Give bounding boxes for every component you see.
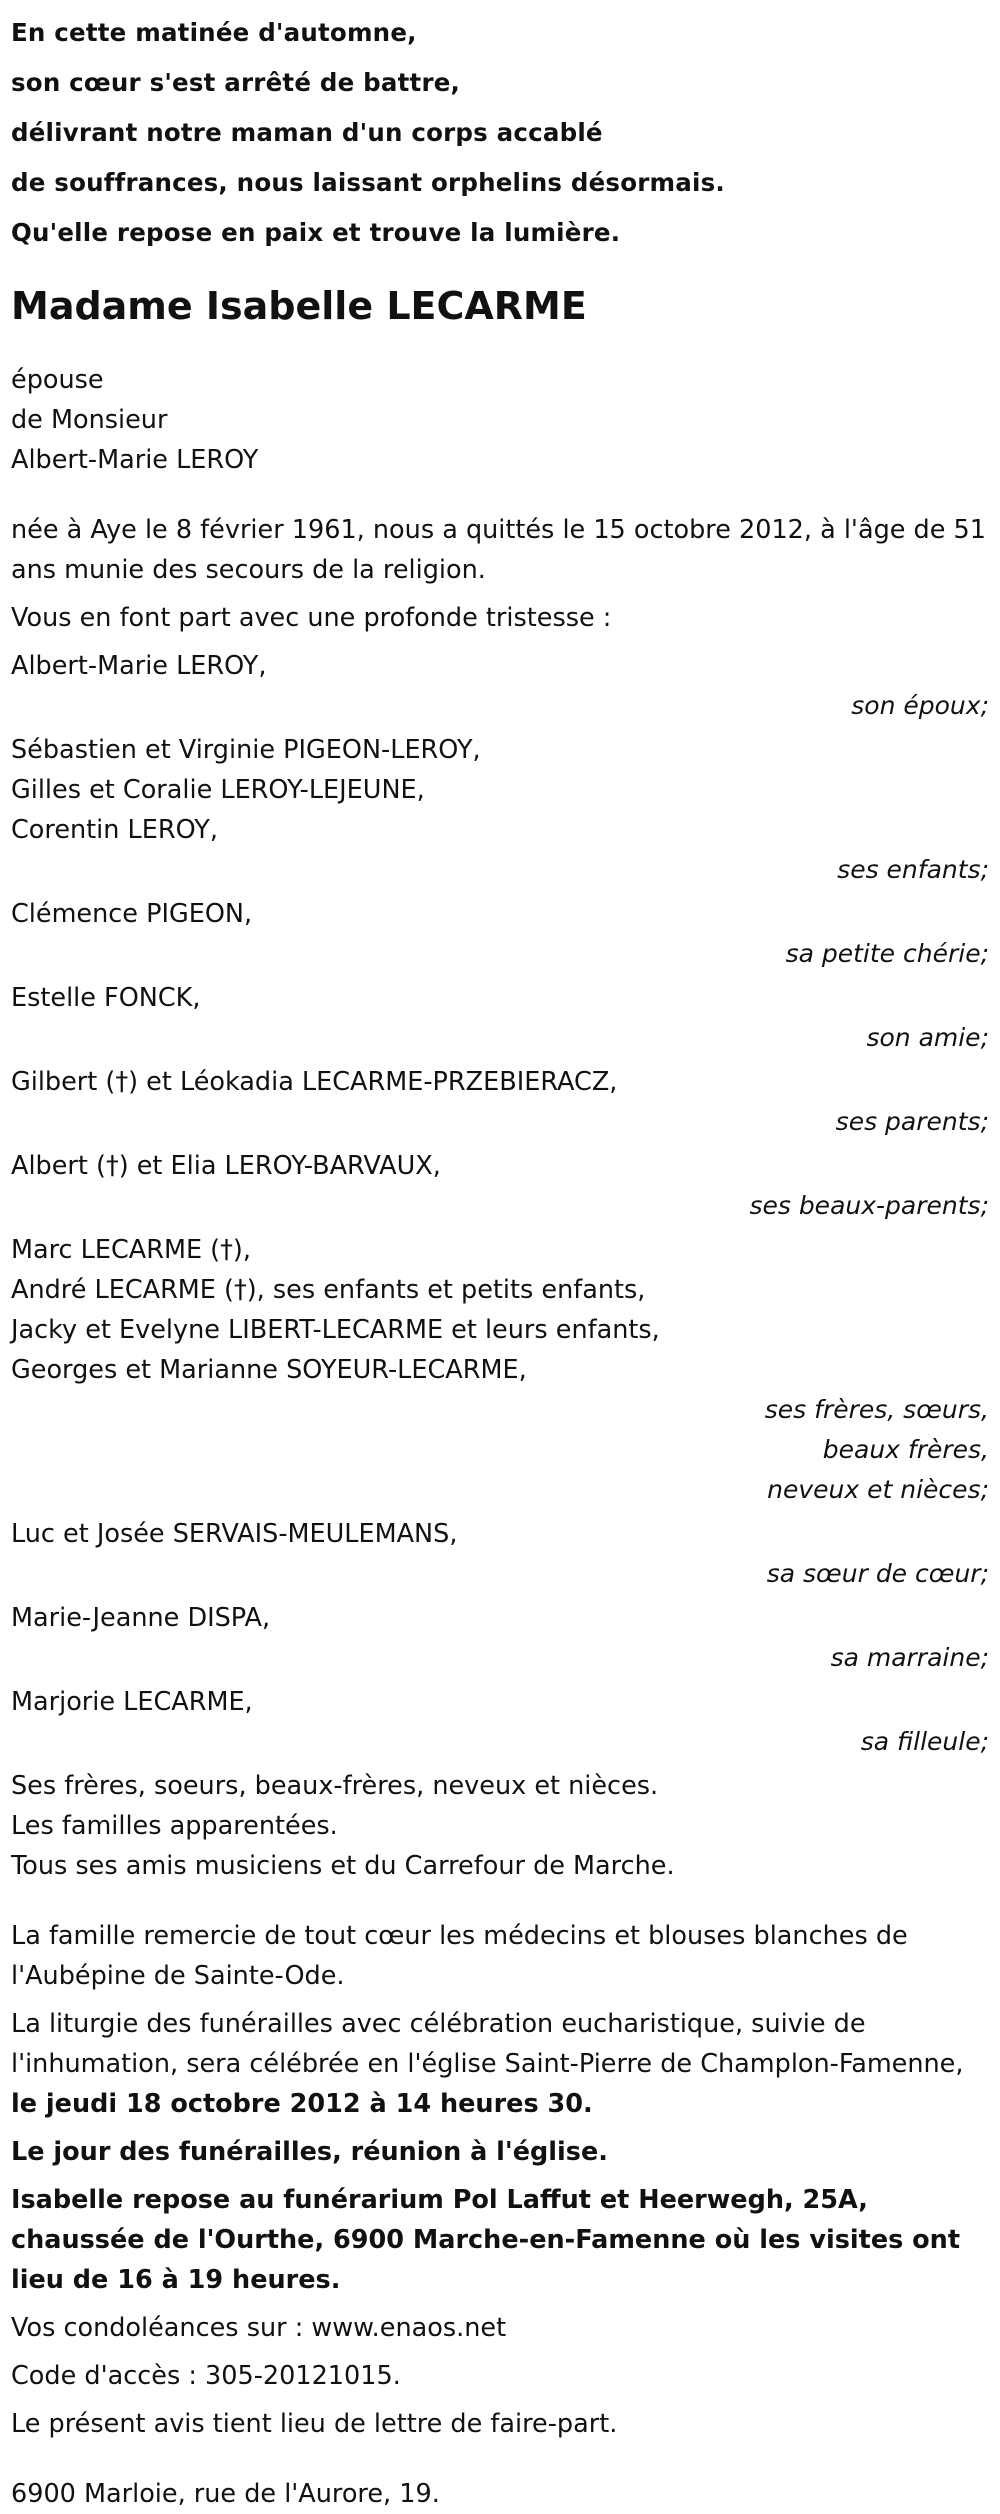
liturgy-text — [11, 2004, 989, 2124]
access-code-text: Code d'accès : 305-20121015. — [11, 2361, 401, 2391]
family-member-name: Marie-Jeanne DISPA, — [11, 1603, 271, 1633]
family-member-name: Marjorie LECARME, — [11, 1687, 253, 1717]
family-member-name: Albert (†) et Elia LEROY-BARVAUX, — [11, 1151, 441, 1181]
relation-label: ses parents; — [835, 1107, 989, 1136]
birth-death-text: née à Aye le 8 février 1961, nous a quittés le 15 octobre 2012, à l'âge de 51 ans munie des secours de la religion. — [11, 515, 986, 585]
others-block — [11, 1766, 989, 1886]
family-member-name: Estelle FONCK, — [11, 983, 201, 1013]
family-group — [11, 1598, 989, 1678]
thanks-text: La famille remercie de tout cœur les médecins et blouses blanches de l'Aubépine de Sainte-Ode. — [11, 1921, 908, 1991]
deceased-name: Madame Isabelle LECARME — [11, 284, 587, 328]
relation-label: son amie; — [866, 1023, 989, 1052]
family-group — [11, 1062, 989, 1142]
relation-label: ses frères, sœurs, — [764, 1395, 989, 1424]
relation-label: sa petite chérie; — [785, 939, 989, 968]
relation-label: beaux frères, — [822, 1435, 989, 1464]
others-line: Tous ses amis musiciens et du Carrefour de Marche. — [11, 1851, 675, 1881]
relation-label: son époux; — [851, 691, 989, 720]
others-line: Les familles apparentées. — [11, 1811, 338, 1841]
announce-text: Vous en font part avec une profonde tristesse : — [11, 603, 612, 633]
family-member-name: Corentin LEROY, — [11, 815, 218, 845]
poem — [11, 0, 989, 258]
spouse-line: de Monsieur — [11, 405, 168, 435]
family-group — [11, 646, 989, 726]
family-member-name: Gilles et Coralie LEROY-LEJEUNE, — [11, 775, 425, 805]
meeting-text: Le jour des funérailles, réunion à l'église. — [11, 2137, 608, 2167]
condolences-text: Vos condoléances sur : www.enaos.net — [11, 2313, 507, 2343]
family-group — [11, 730, 989, 890]
family-group — [11, 1146, 989, 1226]
poem-line: de souffrances, nous laissant orphelins désormais. — [11, 168, 725, 197]
relation-label: sa filleule; — [860, 1727, 989, 1756]
family-member-name: Albert-Marie LEROY, — [11, 651, 267, 681]
liturgy-details: La liturgie des funérailles avec célébration eucharistique, suivie de l'inhumation, sera célébrée en l'église Saint-Pierre de Champlon-Famenne, — [11, 2009, 964, 2079]
family-group — [11, 1682, 989, 1762]
spouse-line: épouse — [11, 365, 104, 395]
family-group — [11, 1514, 989, 1594]
notice-text: Le présent avis tient lieu de lettre de faire-part. — [11, 2409, 618, 2439]
relation-label: sa marraine; — [830, 1643, 989, 1672]
spouse-block — [11, 360, 989, 480]
family-group — [11, 894, 989, 974]
poem-line: son cœur s'est arrêté de battre, — [11, 68, 461, 97]
liturgy-date: le jeudi 18 octobre 2012 à 14 heures 30. — [11, 2089, 593, 2119]
family-list — [11, 646, 989, 1762]
relation-label: ses enfants; — [837, 855, 989, 884]
family-member-name: Clémence PIGEON, — [11, 899, 253, 929]
family-group — [11, 978, 989, 1058]
relation-label: ses beaux-parents; — [749, 1191, 989, 1220]
family-member-name: Luc et Josée SERVAIS-MEULEMANS, — [11, 1519, 458, 1549]
relation-label: sa sœur de cœur; — [766, 1559, 989, 1588]
spouse-name: Albert-Marie LEROY — [11, 445, 259, 475]
relation-label: neveux et nièces; — [767, 1475, 989, 1504]
funerarium-text: Isabelle repose au funérarium Pol Laffut et Heerwegh, 25A, chaussée de l'Ourthe, 6900 Marche-en-Famenne où les visites ont lieu de 16 à 19 heures. — [11, 2185, 961, 2295]
poem-line: En cette matinée d'automne, — [11, 18, 417, 47]
poem-line: Qu'elle repose en paix et trouve la lumière. — [11, 218, 621, 247]
address-text: 6900 Marloie, rue de l'Aurore, 19. — [11, 2479, 440, 2509]
others-line: Ses frères, soeurs, beaux-frères, neveux et nièces. — [11, 1771, 659, 1801]
family-member-name: Sébastien et Virginie PIGEON-LEROY, — [11, 735, 481, 765]
poem-line: délivrant notre maman d'un corps accablé — [11, 118, 603, 147]
family-member-name: Marc LECARME (†), — [11, 1235, 251, 1265]
family-member-name: Georges et Marianne SOYEUR-LECARME, — [11, 1355, 527, 1385]
family-group — [11, 1230, 989, 1510]
family-member-name: Jacky et Evelyne LIBERT-LECARME et leurs enfants, — [11, 1315, 660, 1345]
family-member-name: André LECARME (†), ses enfants et petits enfants, — [11, 1275, 646, 1305]
family-member-name: Gilbert (†) et Léokadia LECARME-PRZEBIERACZ, — [11, 1067, 618, 1097]
